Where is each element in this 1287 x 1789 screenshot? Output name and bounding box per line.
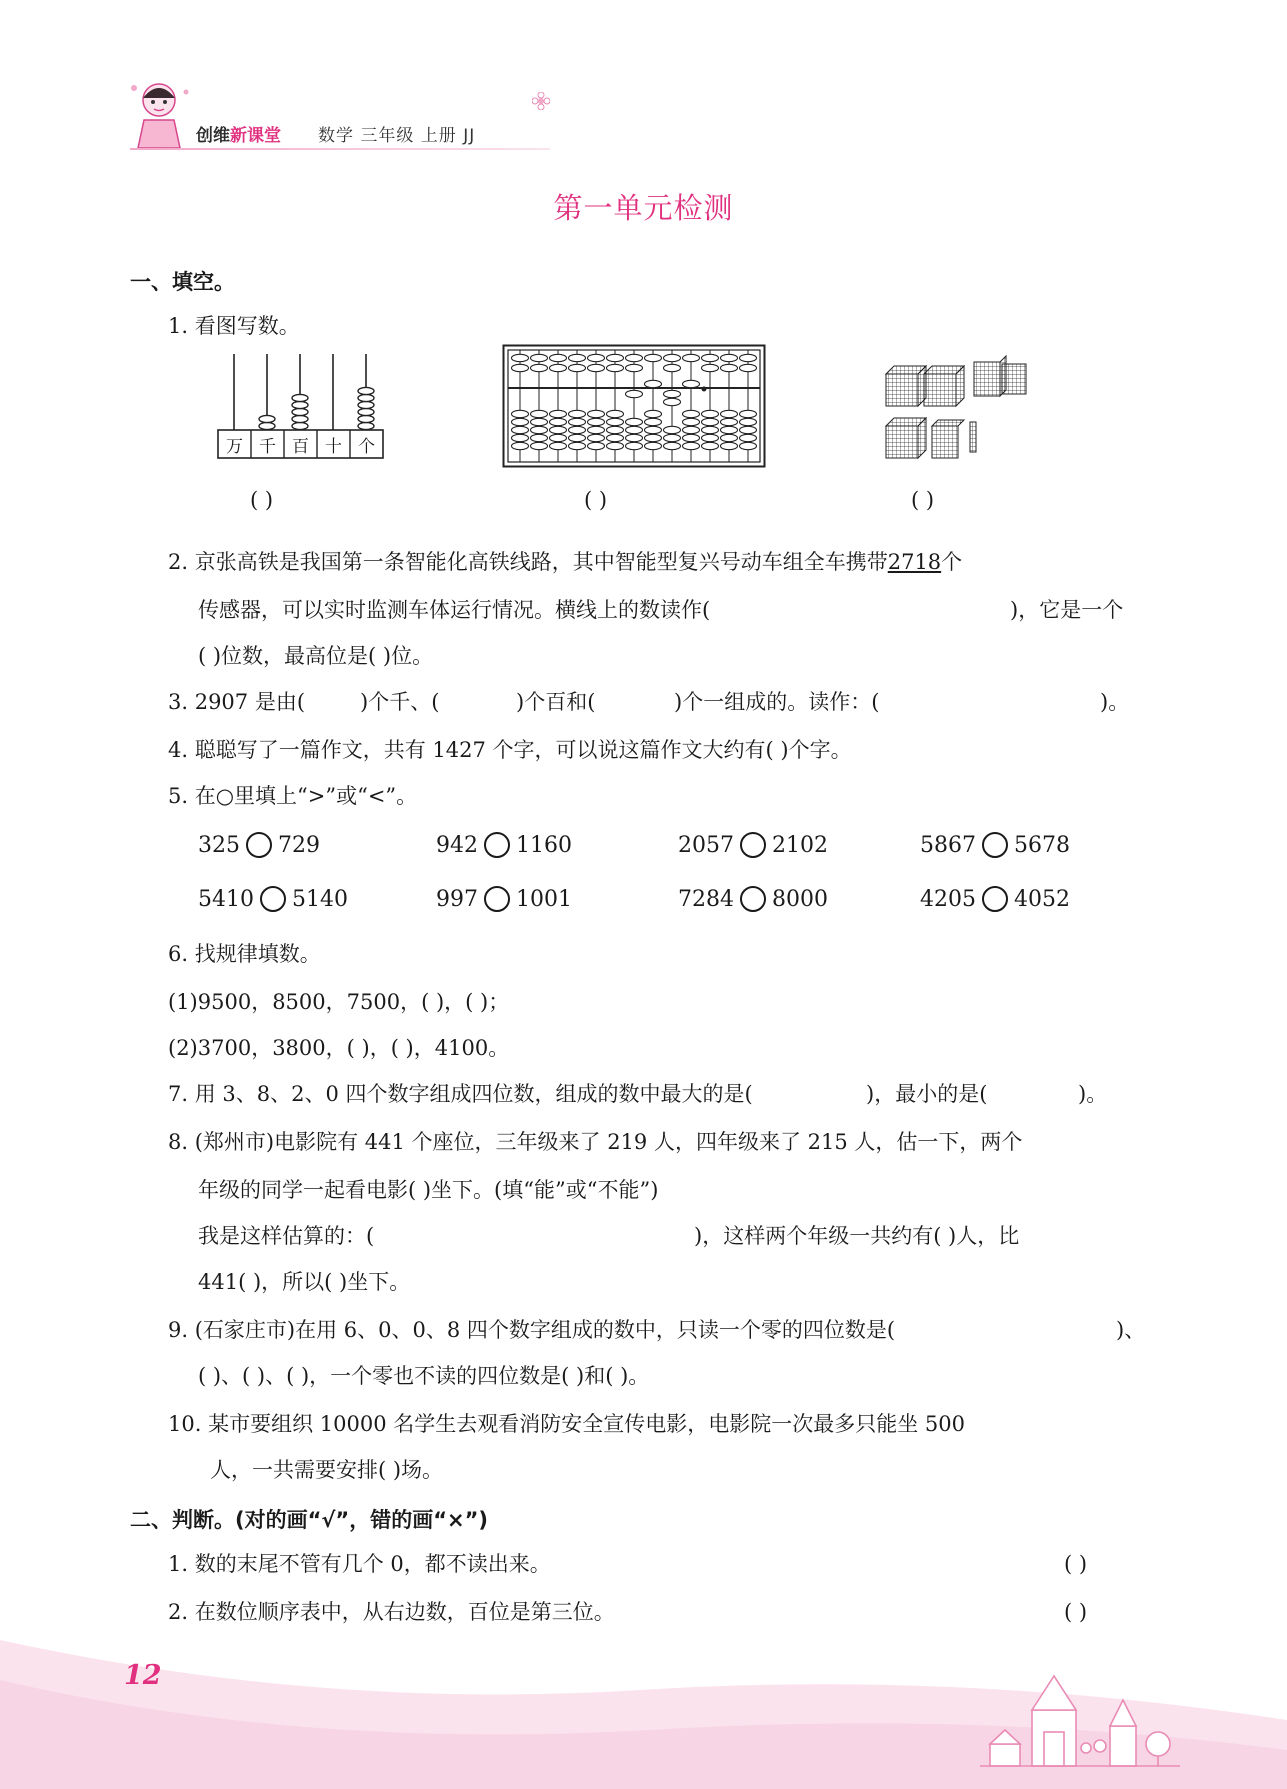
q6-sequence-2: (2)3700，3800，( )，( )，4100。 — [168, 1036, 510, 1060]
comparison-circle[interactable] — [982, 832, 1008, 858]
book-subtitle: 数学 三年级 上册 JJ — [318, 126, 476, 146]
q5-label: 5. 在○里填上“>”或“<”。 — [168, 784, 418, 808]
suanpan-bead — [607, 434, 624, 441]
header-divider — [130, 148, 550, 150]
place-label-ge: 个 — [358, 437, 375, 457]
suanpan-bead — [569, 442, 586, 449]
suanpan-bead — [550, 354, 567, 361]
suanpan-bead — [588, 410, 605, 417]
comparison-right: 5678 — [1014, 833, 1070, 858]
suanpan-bead — [664, 426, 681, 433]
suanpan-bead — [664, 390, 681, 397]
suanpan-bead — [531, 442, 548, 449]
suanpan-bead — [588, 418, 605, 425]
comparison-circle[interactable] — [740, 832, 766, 858]
suanpan-bead — [626, 390, 643, 397]
q1-label: 1. 看图写数。 — [168, 314, 300, 338]
tf-item-2: 2. 在数位顺序表中，从右边数，百位是第三位。 — [168, 1600, 615, 1624]
suanpan-bead — [664, 434, 681, 441]
suanpan-abacus — [502, 344, 766, 468]
suanpan-bead — [607, 364, 624, 371]
tf-answer-2[interactable]: ( ) — [1064, 1600, 1088, 1624]
section-heading-fill-blank: 一、填空。 — [130, 270, 235, 294]
comparison-left: 2057 — [678, 833, 734, 858]
suanpan-bead — [569, 410, 586, 417]
place-label-qian: 千 — [259, 437, 276, 457]
suanpan-bead — [683, 426, 700, 433]
suanpan-bead — [588, 426, 605, 433]
q10-line-2: 人，一共需要安排( )场。 — [210, 1458, 444, 1482]
q7-part-b: )，最小的是( — [866, 1082, 988, 1106]
comparison-item — [436, 886, 572, 912]
q7-part-c: )。 — [1078, 1082, 1108, 1106]
comparison-circle[interactable] — [982, 886, 1008, 912]
section-heading-true-false: 二、判断。(对的画“√”，错的画“×”) — [130, 1508, 489, 1532]
q8-line-3b: )，这样两个年级一共约有( )人，比 — [694, 1224, 1020, 1248]
comparison-left: 7284 — [678, 887, 734, 912]
comparison-circle[interactable] — [484, 832, 510, 858]
comparison-left: 5867 — [920, 833, 976, 858]
suanpan-bead — [588, 434, 605, 441]
flower-icon — [532, 92, 550, 110]
suanpan-bead — [702, 434, 719, 441]
suanpan-bead — [588, 354, 605, 361]
suanpan-bead — [683, 354, 700, 361]
comparison-circle[interactable] — [740, 886, 766, 912]
place-label-shi: 十 — [325, 437, 342, 457]
suanpan-bead — [531, 410, 548, 417]
suanpan-bead — [645, 410, 662, 417]
suanpan-bead — [664, 364, 681, 371]
suanpan-bead — [721, 354, 738, 361]
thousand-cubes-picture — [884, 354, 1042, 474]
comparison-left: 5410 — [198, 887, 254, 912]
suanpan-bead — [512, 426, 529, 433]
suanpan-bead — [721, 410, 738, 417]
tf-item-1: 1. 数的末尾不管有几个 0，都不读出来。 — [168, 1552, 551, 1576]
suanpan-bead — [740, 426, 757, 433]
suanpan-bead — [645, 354, 662, 361]
suanpan-bead — [512, 364, 529, 371]
comparison-left: 997 — [436, 887, 478, 912]
suanpan-bead — [607, 442, 624, 449]
suanpan-bead — [569, 354, 586, 361]
q3-part-c: )个百和( — [516, 690, 596, 714]
suanpan-bead — [626, 442, 643, 449]
suanpan-bead — [531, 434, 548, 441]
suanpan-bead — [645, 418, 662, 425]
suanpan-bead — [702, 364, 719, 371]
suanpan-bead — [626, 434, 643, 441]
comparison-item — [678, 832, 828, 858]
suanpan-bead — [569, 418, 586, 425]
suanpan-bead — [626, 354, 643, 361]
tf-answer-1[interactable]: ( ) — [1064, 1552, 1088, 1576]
comparison-item — [678, 886, 828, 912]
suanpan-bead — [550, 442, 567, 449]
q2-line-2b: )，它是一个 — [1010, 598, 1124, 622]
comparison-item — [198, 886, 348, 912]
suanpan-bead — [721, 418, 738, 425]
suanpan-bead — [740, 410, 757, 417]
suanpan-bead — [664, 354, 681, 361]
suanpan-bead — [626, 418, 643, 425]
comparison-item — [198, 832, 320, 858]
q3-part-a: 3. 2907 是由( — [168, 690, 306, 714]
q8-line-3a: 我是这样估算的：( — [198, 1224, 375, 1248]
suanpan-bead — [550, 434, 567, 441]
suanpan-bead — [702, 410, 719, 417]
suanpan-bead — [683, 442, 700, 449]
suanpan-bead — [702, 418, 719, 425]
place-label-wan: 万 — [226, 437, 243, 457]
comparison-item — [920, 886, 1070, 912]
suanpan-bead — [740, 354, 757, 361]
header-mascot-illustration — [124, 76, 194, 152]
suanpan-bead — [550, 364, 567, 371]
suanpan-bead — [569, 434, 586, 441]
suanpan-bead — [721, 434, 738, 441]
page-title: 第一单元检测 — [553, 191, 734, 225]
suanpan-bead — [702, 426, 719, 433]
suanpan-bead — [588, 442, 605, 449]
comparison-left: 942 — [436, 833, 478, 858]
q2-line-3: ( )位数，最高位是( )位。 — [198, 644, 434, 668]
suanpan-bead — [645, 442, 662, 449]
suanpan-bead — [607, 410, 624, 417]
comparison-right: 2102 — [772, 833, 828, 858]
comparison-right: 8000 — [772, 887, 828, 912]
suanpan-bead — [683, 434, 700, 441]
q1-answer-2[interactable]: ( ) — [584, 488, 608, 512]
suanpan-bead — [531, 354, 548, 361]
comparison-left: 325 — [198, 833, 240, 858]
q3-part-d: )个一组成的。读作：( — [674, 690, 880, 714]
suanpan-bead — [531, 418, 548, 425]
q2-line-2a: 传感器，可以实时监测车体运行情况。横线上的数读作( — [198, 598, 711, 622]
suanpan-bead — [683, 410, 700, 417]
suanpan-bead — [512, 418, 529, 425]
q8-line-1: 8. (郑州市)电影院有 441 个座位，三年级来了 219 人，四年级来了 215 人，估一下，两个 — [168, 1130, 1023, 1154]
suanpan-bead — [702, 354, 719, 361]
suanpan-bead — [721, 364, 738, 371]
suanpan-bead — [626, 426, 643, 433]
suanpan-bead — [607, 354, 624, 361]
comparison-item — [920, 832, 1070, 858]
q7-part-a: 7. 用 3、8、2、0 四个数字组成四位数，组成的数中最大的是( — [168, 1082, 753, 1106]
suanpan-bead — [531, 364, 548, 371]
suanpan-bead — [721, 442, 738, 449]
suanpan-bead — [512, 410, 529, 417]
comparison-right: 1001 — [516, 887, 572, 912]
page-number: 12 — [124, 1660, 162, 1691]
suanpan-bead — [607, 426, 624, 433]
suanpan-bead — [569, 426, 586, 433]
comparison-right: 5140 — [292, 887, 348, 912]
abacus-place-labels — [218, 432, 383, 457]
suanpan-bead — [645, 426, 662, 433]
q1-answer-1[interactable]: ( ) — [250, 488, 274, 512]
suanpan-bead — [740, 418, 757, 425]
suanpan-bead — [664, 398, 681, 405]
comparison-circle[interactable] — [246, 832, 272, 858]
suanpan-bead — [550, 418, 567, 425]
suanpan-bead — [626, 364, 643, 371]
comparison-right: 729 — [278, 833, 320, 858]
suanpan-bead — [740, 434, 757, 441]
suanpan-bead — [512, 442, 529, 449]
q3-part-b: )个千、( — [360, 690, 440, 714]
suanpan-bead — [645, 380, 662, 387]
q2-underlined-number: 2718 — [887, 550, 942, 574]
suanpan-bead — [645, 434, 662, 441]
suanpan-bead — [664, 442, 681, 449]
suanpan-bead — [702, 442, 719, 449]
q9-line-1a: 9. (石家庄市)在用 6、0、0、8 四个数字组成的数中，只读一个零的四位数是( — [168, 1318, 896, 1342]
q2-line-1: 2. 京张高铁是我国第一条智能化高铁线路，其中智能型复兴号动车组全车携带2718个 — [168, 550, 963, 574]
comparison-item — [436, 832, 572, 858]
place-label-bai: 百 — [292, 437, 309, 457]
suanpan-bead — [550, 410, 567, 417]
suanpan-bead — [512, 354, 529, 361]
q8-line-2: 年级的同学一起看电影( )坐下。(填“能”或“不能”) — [198, 1178, 659, 1202]
comparison-circle[interactable] — [260, 886, 286, 912]
q6-sequence-1: (1)9500，8500，7500，( )，( )； — [168, 990, 510, 1014]
brand-name: 创维新课堂 — [196, 126, 281, 146]
suanpan-bead — [607, 418, 624, 425]
suanpan-bead — [721, 426, 738, 433]
suanpan-bead — [531, 426, 548, 433]
q4-text: 4. 聪聪写了一篇作文，共有 1427 个字，可以说这篇作文大约有( )个字。 — [168, 738, 852, 762]
suanpan-bead — [740, 442, 757, 449]
q9-line-1b: )、 — [1116, 1318, 1146, 1342]
q9-line-2: ( )、( )、( )，一个零也不读的四位数是( )和( )。 — [198, 1364, 650, 1388]
comparison-left: 4205 — [920, 887, 976, 912]
suanpan-bead — [588, 364, 605, 371]
comparison-right: 1160 — [516, 833, 572, 858]
comparison-right: 4052 — [1014, 887, 1070, 912]
q3-part-e: )。 — [1100, 690, 1130, 714]
suanpan-bead — [550, 426, 567, 433]
suanpan-bead — [683, 418, 700, 425]
suanpan-bead — [740, 364, 757, 371]
castle-illustration — [980, 1650, 1180, 1770]
suanpan-bead — [512, 434, 529, 441]
q6-label: 6. 找规律填数。 — [168, 942, 321, 966]
suanpan-bead — [683, 380, 700, 387]
q1-answer-3[interactable]: ( ) — [911, 488, 935, 512]
q8-line-4: 441( )，所以( )坐下。 — [198, 1270, 411, 1294]
suanpan-bead — [569, 364, 586, 371]
q10-line-1: 10. 某市要组织 10000 名学生去观看消防安全宣传电影，电影院一次最多只能坐 500 — [168, 1412, 965, 1436]
comparison-circle[interactable] — [484, 886, 510, 912]
